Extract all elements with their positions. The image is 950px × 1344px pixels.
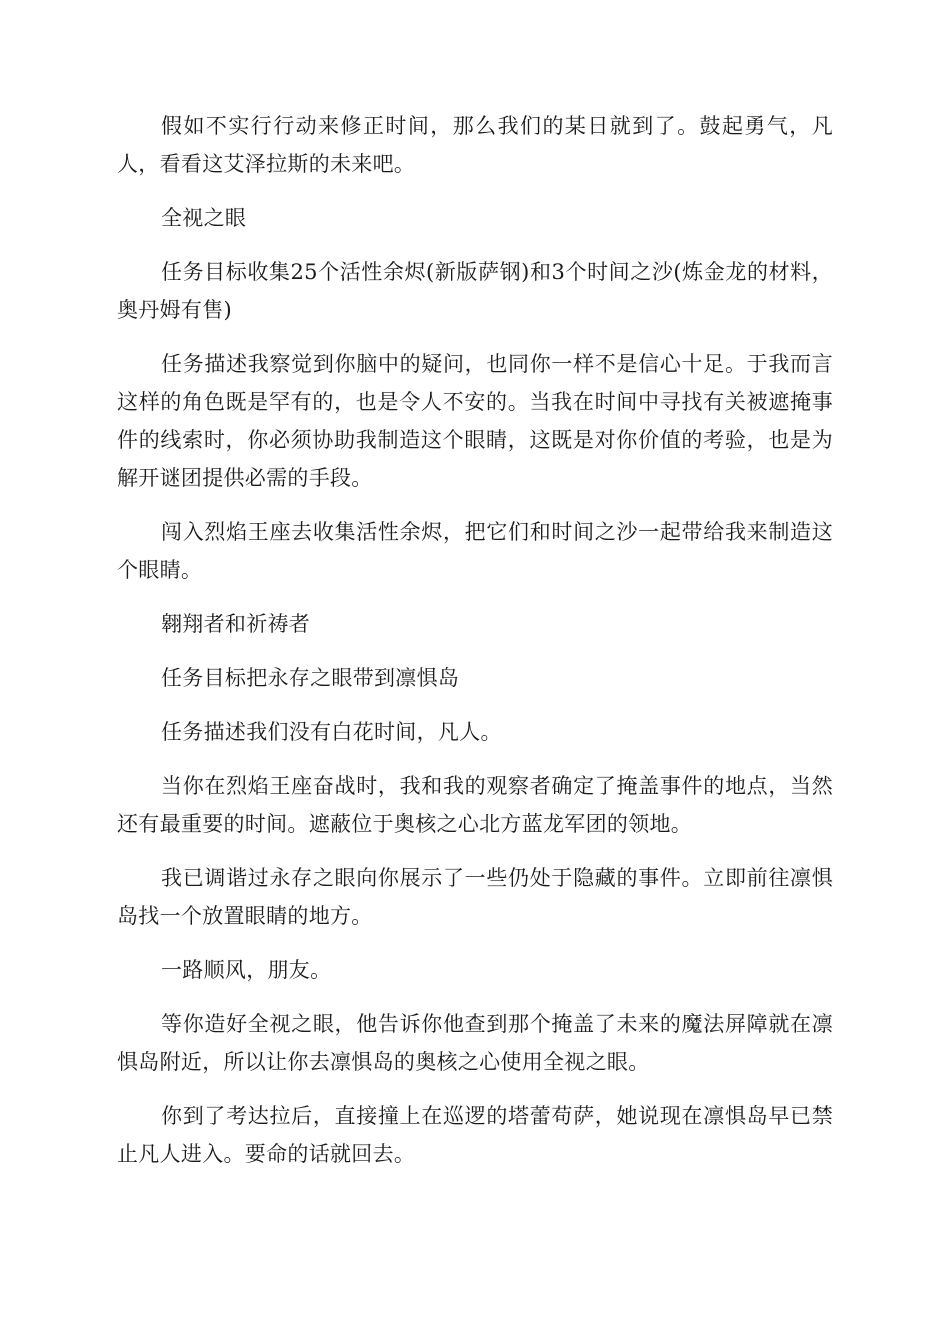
paragraph-farewell: 一路顺风，朋友。 (161, 958, 332, 982)
quest-description-all-seeing-eye: 任务描述我察觉到你脑中的疑问，也同你一样不是信心十足。于我而言这样的角色既是罕有的，也是令人不安的。当我在时间中寻找有关被遮掩事件的线索时，你必须协助我制造这个眼睛，这既是对你价值的考验，也是为解开谜团提供必需的手段。 (117, 352, 833, 490)
paragraph-attuned-eye: 我已调谐过永存之眼向你展示了一些仍处于隐藏的事件。立即前往凛惧岛找一个放置眼睛的地方。 (117, 866, 833, 928)
quest-objective-all-seeing-eye: 任务目标收集25个活性余烬(新版萨钢)和3个时间之沙(炼金龙的材料，奥丹姆有售) (117, 260, 833, 322)
document-body (117, 107, 833, 1189)
paragraph-intro: 假如不实行行动来修正时间，那么我们的某日就到了。鼓起勇气，凡人，看看这艾泽拉斯的未来吧。 (117, 114, 833, 176)
quest-title-all-seeing-eye: 全视之眼 (161, 206, 247, 230)
quest-objective-soarer-and-prayer: 任务目标把永存之眼带到凛惧岛 (161, 666, 460, 690)
paragraph-barrier-location: 等你造好全视之眼，他告诉你他查到那个掩盖了未来的魔法屏障就在凛惧岛附近，所以让你去凛惧岛的奥核之心使用全视之眼。 (117, 1012, 833, 1074)
quest-instruction-all-seeing-eye: 闯入烈焰王座去收集活性余烬，把它们和时间之沙一起带给我来制造这个眼睛。 (117, 520, 833, 582)
paragraph-concealment-location: 当你在烈焰王座奋战时，我和我的观察者确定了掩盖事件的地点，当然还有最重要的时间。遮蔽位于奥核之心北方蓝龙军团的领地。 (117, 774, 833, 836)
quest-description-soarer-and-prayer: 任务描述我们没有白花时间，凡人。 (161, 720, 502, 744)
quest-title-soarer-and-prayer: 翱翔者和祈祷者 (161, 612, 311, 636)
paragraph-arrival-kaudala: 你到了考达拉后，直接撞上在巡逻的塔蕾苟萨，她说现在凛惧岛早已禁止凡人进入。要命的话就回去。 (117, 1104, 833, 1166)
